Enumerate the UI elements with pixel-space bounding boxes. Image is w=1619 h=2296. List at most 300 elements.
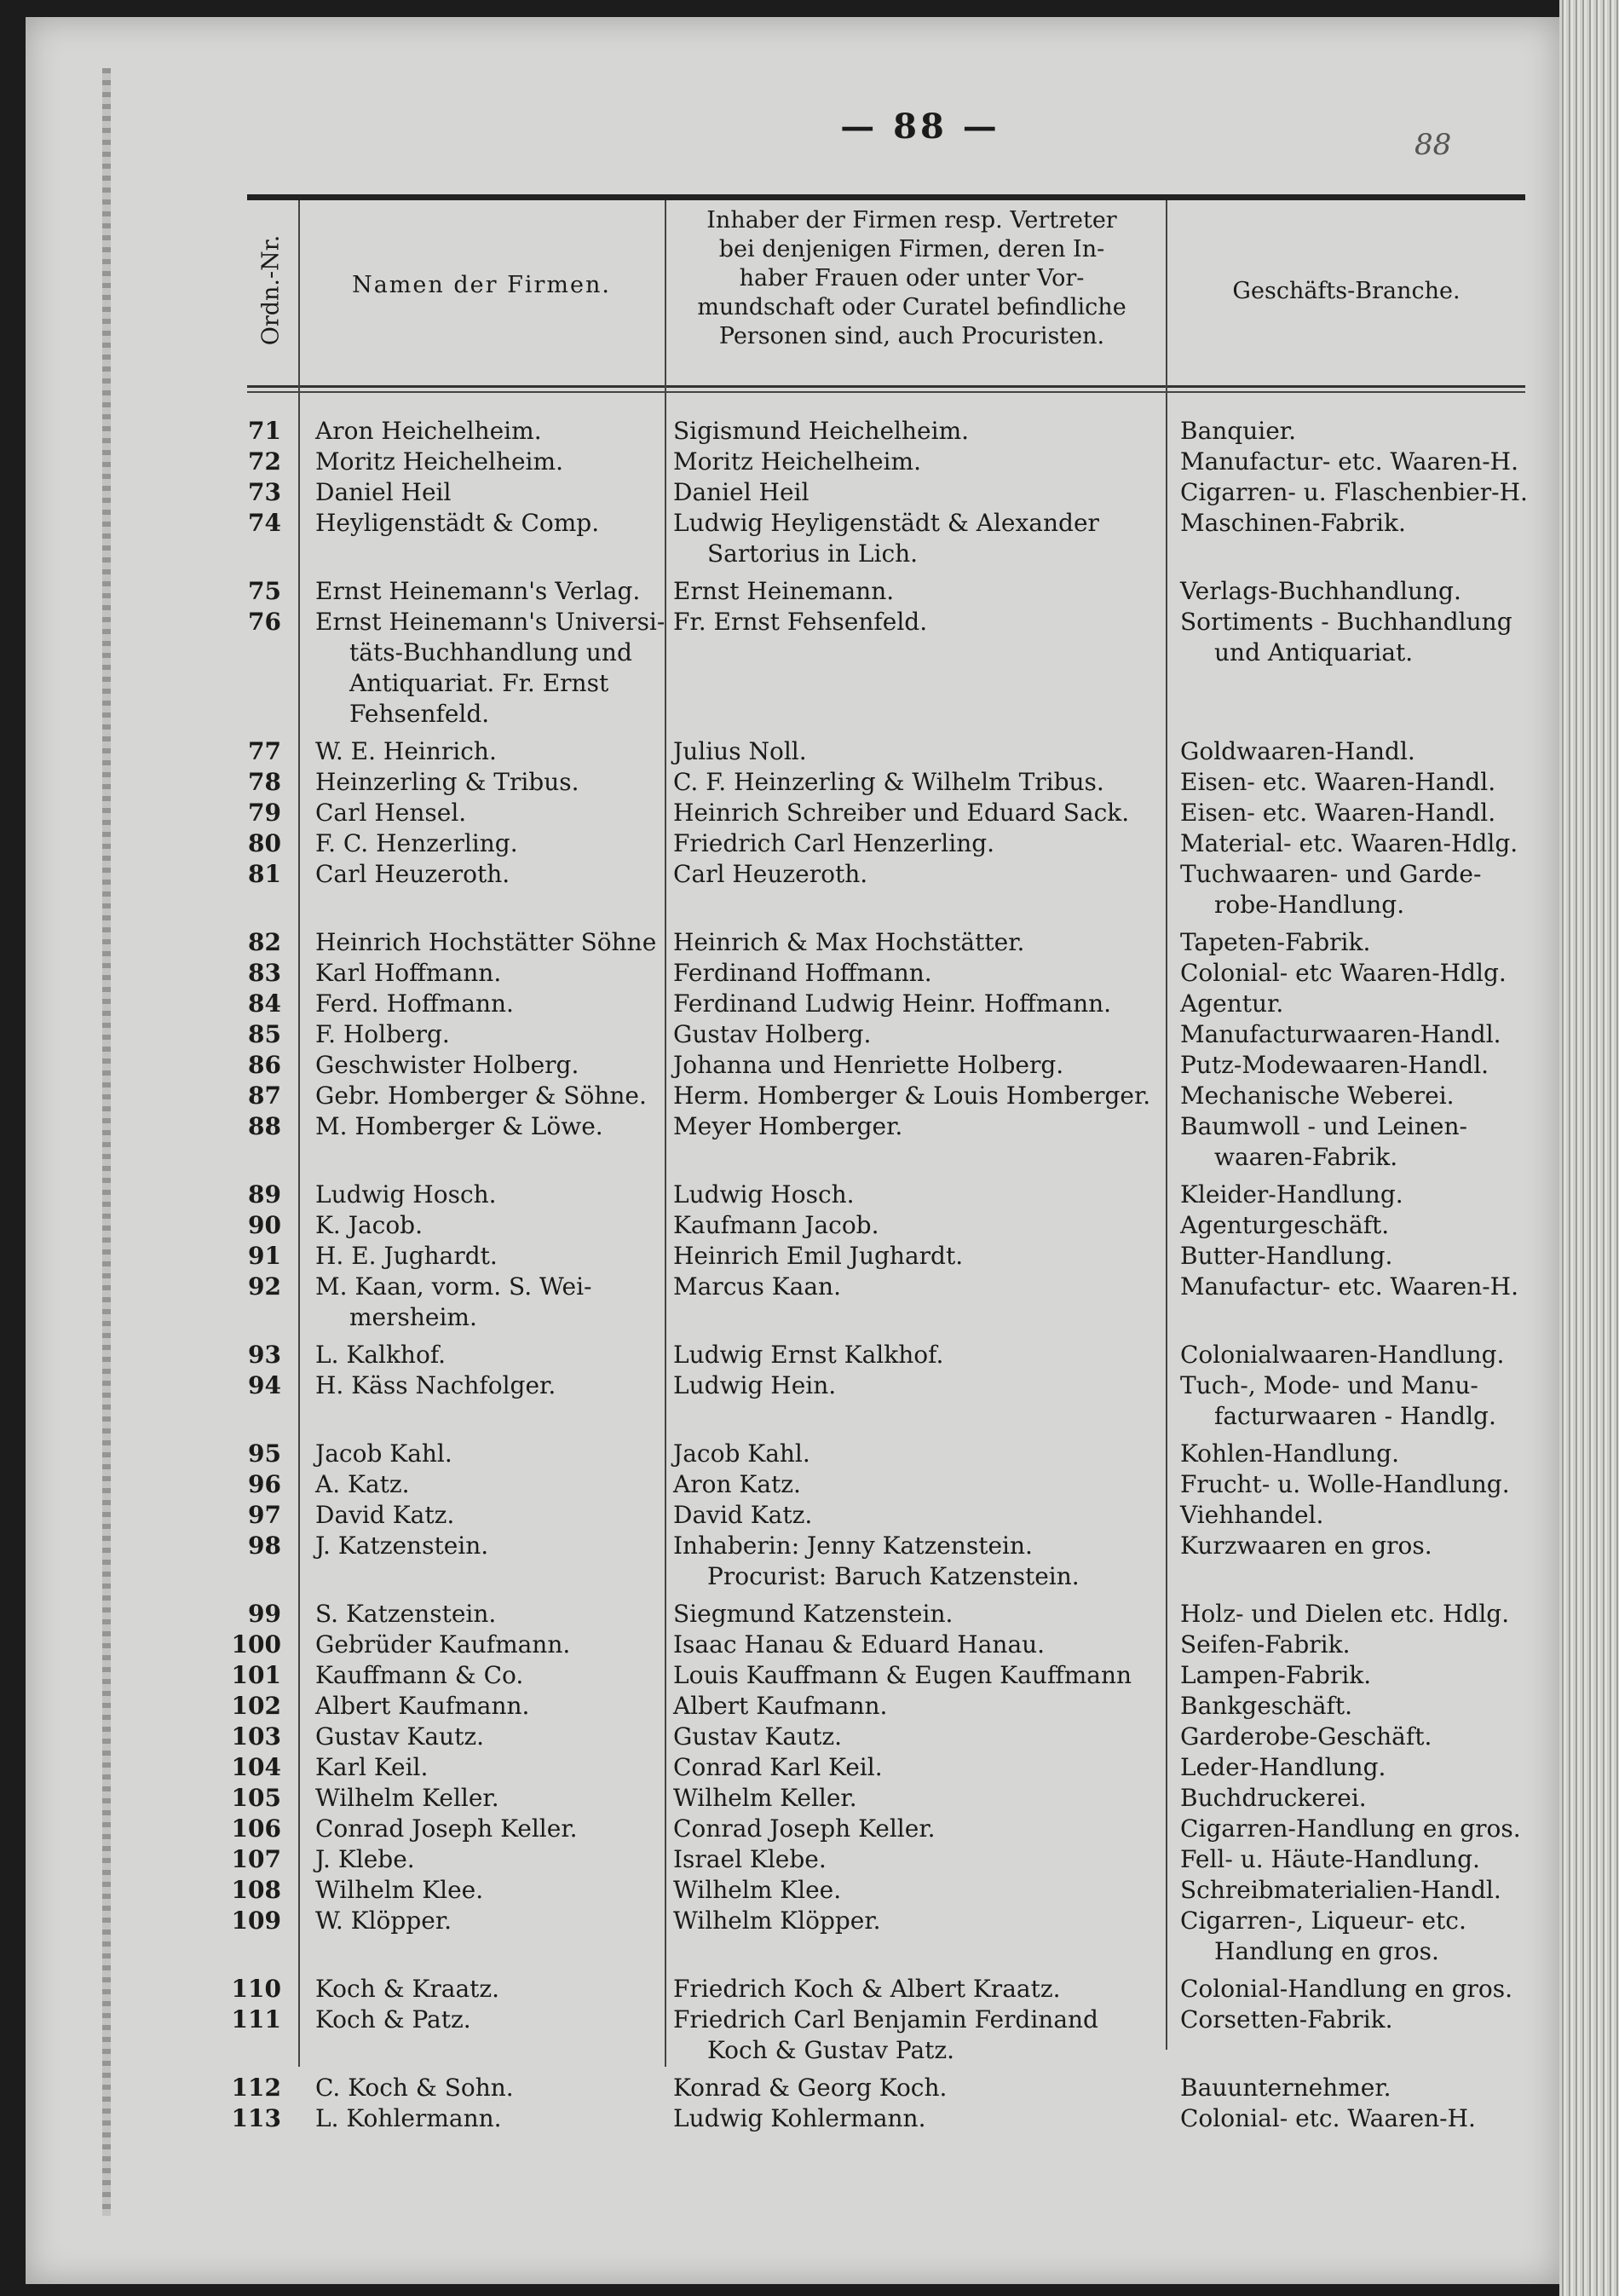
owner-name (673, 1050, 1159, 1081)
firm-name (315, 1180, 673, 1210)
owner-name (673, 859, 1159, 890)
firm-name (315, 989, 673, 1019)
owner-name (673, 1531, 1159, 1592)
firm-name-line: K. Jacob. (315, 1211, 423, 1239)
header-owners-line: bei denjenigen Firmen, deren In- (718, 236, 1105, 262)
firm-name (315, 1439, 673, 1469)
business-branch (1180, 1081, 1530, 1111)
firm-name-line: A. Katz. (315, 1470, 410, 1498)
firm-name-line: L. Kohlermann. (315, 2104, 502, 2132)
business-branch-line: Banquier. (1180, 417, 1296, 445)
owner-name (673, 798, 1159, 828)
row-number: 106 (231, 1814, 281, 1843)
owner-name-line: Friedrich Carl Benjamin Ferdinand (673, 2005, 1098, 2034)
firm-name-line: Albert Kaufmann. (315, 1692, 530, 1720)
owner-name-line: Ludwig Kohlermann. (673, 2104, 926, 2132)
table-top-rule (247, 194, 1525, 200)
business-branch (1180, 607, 1530, 668)
column-divider-3 (1166, 200, 1167, 2050)
business-branch (1180, 798, 1530, 828)
business-branch (1180, 1814, 1530, 1844)
firm-name-line: H. Käss Nachfolger. (315, 1371, 556, 1399)
business-branch-line: Tuch-, Mode- und Manu- (1180, 1371, 1478, 1399)
business-branch-line: Bankgeschäft. (1180, 1692, 1353, 1720)
owner-name (673, 1180, 1159, 1210)
business-branch (1180, 1210, 1530, 1241)
business-branch-line: Seifen-Fabrik. (1180, 1630, 1351, 1659)
owner-name-line: Heinrich Schreiber und Eduard Sack. (673, 799, 1130, 827)
owner-name (673, 1272, 1159, 1302)
firm-name (315, 508, 673, 539)
firm-name-line: Geschwister Holberg. (315, 1051, 579, 1079)
firm-name (315, 1469, 673, 1500)
owner-name-line: Heinrich Emil Jughardt. (673, 1242, 964, 1270)
firm-name (315, 1370, 673, 1401)
owner-name (673, 2073, 1159, 2103)
business-branch-line: Cigarren-Handlung en gros. (1180, 1814, 1521, 1843)
owner-name (673, 447, 1159, 477)
owner-name (673, 1630, 1159, 1660)
firm-name-line: J. Katzenstein. (315, 1532, 489, 1560)
row-number: 91 (248, 1242, 281, 1270)
business-branch (1180, 1691, 1530, 1722)
firm-name-line: Karl Hoffmann. (315, 959, 502, 987)
owner-name (673, 1340, 1159, 1370)
owner-name-line: Ludwig Hosch. (673, 1180, 855, 1209)
firm-name (315, 1752, 673, 1783)
owner-name (673, 576, 1159, 607)
owner-name-line: Fr. Ernst Fehsenfeld. (673, 608, 928, 636)
business-branch-line: Kohlen-Handlung. (1180, 1439, 1399, 1468)
firm-name (315, 1531, 673, 1561)
firm-name (315, 1111, 673, 1142)
row-number: 80 (248, 829, 281, 857)
firm-name (315, 1340, 673, 1370)
owner-name-line: Koch & Gustav Patz. (707, 2036, 955, 2064)
binding-margin (102, 68, 111, 2216)
firm-name (315, 1272, 673, 1333)
firm-name (315, 2073, 673, 2103)
firm-name (315, 2005, 673, 2035)
firm-name (315, 1050, 673, 1081)
owner-name (673, 1906, 1159, 1936)
firm-name-line: Wilhelm Klee. (315, 1876, 484, 1904)
owner-name-line: Ernst Heinemann. (673, 577, 895, 605)
owner-name-line: Ludwig Hein. (673, 1371, 837, 1399)
row-number: 81 (248, 860, 281, 888)
row-number: 111 (231, 2005, 281, 2034)
firm-name (315, 2103, 673, 2134)
business-branch (1180, 1180, 1530, 1210)
firm-name-line: W. E. Heinrich. (315, 737, 497, 765)
business-branch-line: Holz- und Dielen etc. Hdlg. (1180, 1600, 1510, 1628)
row-number: 82 (248, 928, 281, 956)
business-branch (1180, 1844, 1530, 1875)
business-branch-line: Buchdruckerei. (1180, 1784, 1367, 1812)
firm-name (315, 1875, 673, 1906)
firm-name (315, 1783, 673, 1814)
row-number: 107 (231, 1845, 281, 1873)
firm-name (315, 1210, 673, 1241)
owner-name (673, 1752, 1159, 1783)
business-branch-line: Garderobe-Geschäft. (1180, 1722, 1432, 1751)
firm-name-line: Gebrüder Kaufmann. (315, 1630, 571, 1659)
business-branch-line: Colonial- etc. Waaren-H. (1180, 2104, 1476, 2132)
owner-name (673, 1660, 1159, 1691)
business-branch (1180, 1019, 1530, 1050)
owner-name (673, 2005, 1159, 2066)
business-branch-line: Manufacturwaaren-Handl. (1180, 1020, 1501, 1048)
row-number: 84 (248, 989, 281, 1018)
owner-name (673, 1844, 1159, 1875)
business-branch-line: Cigarren-, Liqueur- etc. (1180, 1907, 1466, 1935)
owner-name-line: Wilhelm Klee. (673, 1876, 842, 1904)
business-branch (1180, 1469, 1530, 1500)
firm-name (315, 1691, 673, 1722)
business-branch (1180, 1050, 1530, 1081)
row-number: 97 (248, 1501, 281, 1529)
owner-name-line: Friedrich Koch & Albert Kraatz. (673, 1975, 1061, 2003)
business-branch (1180, 1500, 1530, 1531)
business-branch-line: Schreibmaterialien-Handl. (1180, 1876, 1501, 1904)
owner-name (673, 1500, 1159, 1531)
firm-name-line: F. Holberg. (315, 1020, 450, 1048)
business-branch (1180, 989, 1530, 1019)
firm-name-line: M. Homberger & Löwe. (315, 1112, 603, 1140)
firm-name-line: Aron Heichelheim. (315, 417, 542, 445)
owner-name-line: Wilhelm Keller. (673, 1784, 857, 1812)
business-branch-line: Material- etc. Waaren-Hdlg. (1180, 829, 1518, 857)
owner-name-line: Marcus Kaan. (673, 1272, 841, 1301)
row-number: 72 (248, 447, 281, 476)
business-branch-line: Eisen- etc. Waaren-Handl. (1180, 799, 1496, 827)
owner-name-line: Ferdinand Hoffmann. (673, 959, 932, 987)
firm-name (315, 798, 673, 828)
owner-name-line: Ludwig Ernst Kalkhof. (673, 1341, 944, 1369)
business-branch (1180, 828, 1530, 859)
owner-name (673, 1599, 1159, 1630)
owner-name (673, 828, 1159, 859)
business-branch-line: Cigarren- u. Flaschenbier-H. (1180, 478, 1528, 506)
business-branch-line: und Antiquariat. (1214, 638, 1414, 666)
firm-name (315, 576, 673, 607)
firm-name-line: Carl Heuzeroth. (315, 860, 510, 888)
firm-name-line: Koch & Patz. (315, 2005, 471, 2034)
owner-name-line: Friedrich Carl Henzerling. (673, 829, 995, 857)
business-branch (1180, 927, 1530, 958)
firm-name-line: F. C. Henzerling. (315, 829, 518, 857)
firm-name (315, 1500, 673, 1531)
row-number: 96 (248, 1470, 281, 1498)
firm-name-line: Gustav Kautz. (315, 1722, 484, 1751)
business-branch (1180, 416, 1530, 447)
firm-name-line: W. Klöpper. (315, 1907, 452, 1935)
row-number: 102 (231, 1692, 281, 1720)
business-branch (1180, 1974, 1530, 2005)
owner-name (673, 958, 1159, 989)
row-number: 112 (231, 2074, 281, 2102)
business-branch-line: Maschinen-Fabrik. (1180, 509, 1406, 537)
business-branch (1180, 736, 1530, 767)
business-branch-line: Verlags-Buchhandlung. (1180, 577, 1461, 605)
owner-name-line: Siegmund Katzenstein. (673, 1600, 954, 1628)
owner-name (673, 1875, 1159, 1906)
business-branch-line: Mechanische Weberei. (1180, 1082, 1455, 1110)
row-number: 79 (248, 799, 281, 827)
firm-name (315, 1081, 673, 1111)
firm-name-line: J. Klebe. (315, 1845, 415, 1873)
owner-name (673, 508, 1159, 569)
business-branch-line: Viehhandel. (1180, 1501, 1324, 1529)
row-number: 71 (248, 417, 281, 445)
firm-name-line: L. Kalkhof. (315, 1341, 447, 1369)
owner-name-line: Louis Kauffmann & Eugen Kauffmann (673, 1661, 1132, 1689)
row-number: 110 (231, 1975, 281, 2003)
firm-name (315, 1241, 673, 1272)
firm-name-line: Ludwig Hosch. (315, 1180, 497, 1209)
row-number: 78 (248, 768, 281, 796)
firm-name (315, 1630, 673, 1660)
business-branch-line: Sortiments - Buchhandlung (1180, 608, 1512, 636)
business-branch-line: Butter-Handlung. (1180, 1242, 1393, 1270)
firm-name (315, 447, 673, 477)
row-number: 101 (231, 1661, 281, 1689)
business-branch (1180, 2073, 1530, 2103)
firm-name (315, 1660, 673, 1691)
row-number: 87 (248, 1082, 281, 1110)
firm-name (315, 1722, 673, 1752)
row-number: 86 (248, 1051, 281, 1079)
business-branch (1180, 859, 1530, 920)
owner-name (673, 1019, 1159, 1050)
business-branch-line: Agentur. (1180, 989, 1284, 1018)
business-branch-line: Agenturgeschäft. (1180, 1211, 1390, 1239)
business-branch (1180, 1340, 1530, 1370)
header-bottom-rule (247, 385, 1525, 388)
business-branch-line: Frucht- u. Wolle-Handlung. (1180, 1470, 1510, 1498)
firm-name (315, 1974, 673, 2005)
row-number: 92 (248, 1272, 281, 1301)
firm-name-line: Heinzerling & Tribus. (315, 768, 579, 796)
owner-name-line: C. F. Heinzerling & Wilhelm Tribus. (673, 768, 1104, 796)
business-branch (1180, 1241, 1530, 1272)
owner-name (673, 477, 1159, 508)
row-number: 94 (248, 1371, 281, 1399)
owner-name (673, 989, 1159, 1019)
row-number: 113 (231, 2104, 281, 2132)
row-number: 109 (231, 1907, 281, 1935)
business-branch (1180, 1722, 1530, 1752)
page-edge-stack (1559, 0, 1619, 2296)
owner-name-line: Kaufmann Jacob. (673, 1211, 879, 1239)
business-branch (1180, 1599, 1530, 1630)
owner-name-line: Wilhelm Klöpper. (673, 1907, 881, 1935)
business-branch-line: Colonial- etc Waaren-Hdlg. (1180, 959, 1507, 987)
firm-name (315, 736, 673, 767)
business-branch (1180, 2103, 1530, 2134)
business-branch-line: Goldwaaren-Handl. (1180, 737, 1415, 765)
firm-name-line: Wilhelm Keller. (315, 1784, 499, 1812)
firm-name-line: M. Kaan, vorm. S. Wei- (315, 1272, 592, 1301)
owner-name-line: Procurist: Baruch Katzenstein. (707, 1562, 1080, 1590)
owner-name-line: Meyer Homberger. (673, 1112, 903, 1140)
firm-name-line: S. Katzenstein. (315, 1600, 497, 1628)
firm-name-line: Ernst Heinemann's Verlag. (315, 577, 641, 605)
firm-name-line: täts-Buchhandlung und (349, 638, 632, 666)
row-number: 98 (248, 1532, 281, 1560)
firm-name (315, 1019, 673, 1050)
business-branch (1180, 477, 1530, 508)
owner-name-line: Julius Noll. (673, 737, 807, 765)
business-branch-line: Manufactur- etc. Waaren-H. (1180, 447, 1519, 476)
business-branch-line: Kleider-Handlung. (1180, 1180, 1403, 1209)
firm-name (315, 1814, 673, 1844)
firm-name (315, 958, 673, 989)
business-branch-line: Fell- u. Häute-Handlung. (1180, 1845, 1480, 1873)
business-branch-line: Tapeten-Fabrik. (1180, 928, 1371, 956)
owner-name-line: Inhaberin: Jenny Katzenstein. (673, 1532, 1033, 1560)
owner-name-line: Herm. Homberger & Louis Homberger. (673, 1082, 1151, 1110)
business-branch (1180, 1875, 1530, 1906)
owner-name-line: Sigismund Heichelheim. (673, 417, 970, 445)
row-number: 73 (248, 478, 281, 506)
business-branch (1180, 1111, 1530, 1173)
owner-name-line: Carl Heuzeroth. (673, 860, 868, 888)
owner-name (673, 1814, 1159, 1844)
business-branch (1180, 1660, 1530, 1691)
owner-name (673, 1370, 1159, 1401)
row-number: 75 (248, 577, 281, 605)
business-branch (1180, 767, 1530, 798)
business-branch-line: Bauunternehmer. (1180, 2074, 1391, 2102)
business-branch-line: Manufactur- etc. Waaren-H. (1180, 1272, 1519, 1301)
firm-name-line: Ferd. Hoffmann. (315, 989, 514, 1018)
owner-name-line: Aron Katz. (673, 1470, 801, 1498)
business-branch-line: robe-Handlung. (1214, 891, 1405, 919)
row-number: 93 (248, 1341, 281, 1369)
firm-name-line: Ernst Heinemann's Universi- (315, 608, 665, 636)
firm-name (315, 477, 673, 508)
firm-name (315, 607, 673, 730)
row-number: 85 (248, 1020, 281, 1048)
row-number: 99 (248, 1600, 281, 1628)
business-branch-line: Leder-Handlung. (1180, 1753, 1386, 1781)
owner-name (673, 1081, 1159, 1111)
header-owners-line: Inhaber der Firmen resp. Vertreter (706, 207, 1117, 234)
handwritten-page-note: 88 (1414, 128, 1452, 162)
business-branch-line: Eisen- etc. Waaren-Handl. (1180, 768, 1496, 796)
business-branch (1180, 958, 1530, 989)
business-branch (1180, 1783, 1530, 1814)
firm-name-line: Carl Hensel. (315, 799, 467, 827)
firm-name-line: Fehsenfeld. (349, 700, 490, 728)
header-owners (673, 206, 1150, 351)
owner-name-line: Albert Kaufmann. (673, 1692, 888, 1720)
row-number: 95 (248, 1439, 281, 1468)
header-bottom-rule-thin (247, 391, 1525, 393)
header-owners-line: haber Frauen oder unter Vor- (739, 265, 1085, 291)
row-number: 90 (248, 1211, 281, 1239)
business-branch (1180, 447, 1530, 477)
owner-name (673, 767, 1159, 798)
owner-name-line: Konrad & Georg Koch. (673, 2074, 948, 2102)
business-branch (1180, 1630, 1530, 1660)
business-branch (1180, 1370, 1530, 1432)
owner-name (673, 927, 1159, 958)
firm-name-line: Heinrich Hochstätter Söhne (315, 928, 657, 956)
owner-name-line: Moritz Heichelheim. (673, 447, 921, 476)
business-branch-line: Putz-Modewaaren-Handl. (1180, 1051, 1489, 1079)
business-branch (1180, 576, 1530, 607)
owner-name (673, 2103, 1159, 2134)
owner-name (673, 1469, 1159, 1500)
business-branch (1180, 1439, 1530, 1469)
owner-name (673, 1722, 1159, 1752)
owner-name-line: Conrad Joseph Keller. (673, 1814, 936, 1843)
firm-name-line: Jacob Kahl. (315, 1439, 452, 1468)
firm-name (315, 859, 673, 890)
owner-name (673, 1241, 1159, 1272)
owner-name-line: Gustav Holberg. (673, 1020, 872, 1048)
row-number: 83 (248, 959, 281, 987)
firm-name-line: Antiquariat. Fr. Ernst (349, 669, 609, 697)
header-firm-names: Namen der Firmen. (352, 272, 611, 298)
page-number: — 88 — (840, 107, 1000, 147)
owner-name-line: Johanna und Henriette Holberg. (673, 1051, 1064, 1079)
firm-name (315, 828, 673, 859)
firm-name-line: David Katz. (315, 1501, 455, 1529)
owner-name-line: Isaac Hanau & Eduard Hanau. (673, 1630, 1046, 1659)
firm-name-line: mersheim. (349, 1303, 477, 1331)
firm-name-line: Karl Keil. (315, 1753, 429, 1781)
business-branch-line: Tuchwaaren- und Garde- (1180, 860, 1482, 888)
owner-name (673, 1783, 1159, 1814)
business-branch (1180, 1752, 1530, 1783)
business-branch-line: waaren-Fabrik. (1214, 1143, 1398, 1171)
firm-name (315, 416, 673, 447)
business-branch (1180, 2005, 1530, 2035)
owner-name (673, 1439, 1159, 1469)
firm-name-line: Moritz Heichelheim. (315, 447, 563, 476)
owner-name-line: Heinrich & Max Hochstätter. (673, 928, 1025, 956)
business-branch-line: Handlung en gros. (1214, 1937, 1439, 1965)
owner-name-line: Conrad Karl Keil. (673, 1753, 883, 1781)
owner-name-line: David Katz. (673, 1501, 813, 1529)
owner-name-line: Ludwig Heyligenstädt & Alexander (673, 509, 1099, 537)
firm-name (315, 1599, 673, 1630)
owner-name-line: Ferdinand Ludwig Heinr. Hoffmann. (673, 989, 1112, 1018)
firm-name-line: Kauffmann & Co. (315, 1661, 524, 1689)
row-number: 104 (231, 1753, 281, 1781)
column-divider-1 (298, 200, 300, 2067)
header-ordn-nr: Ordn.-Nr. (257, 234, 285, 345)
business-branch (1180, 508, 1530, 539)
firm-name-line: H. E. Jughardt. (315, 1242, 498, 1270)
business-branch-line: Colonial-Handlung en gros. (1180, 1975, 1513, 2003)
row-number: 105 (231, 1784, 281, 1812)
firm-name-line: Koch & Kraatz. (315, 1975, 500, 2003)
row-number: 100 (231, 1630, 281, 1659)
firm-name-line: Daniel Heil (315, 478, 452, 506)
business-branch (1180, 1531, 1530, 1561)
row-number: 74 (248, 509, 281, 537)
row-number: 103 (231, 1722, 281, 1751)
business-branch-line: Baumwoll - und Leinen- (1180, 1112, 1467, 1140)
row-number: 88 (248, 1112, 281, 1140)
owner-name-line: Gustav Kautz. (673, 1722, 842, 1751)
firm-name-line: Heyligenstädt & Comp. (315, 509, 600, 537)
owner-name (673, 1974, 1159, 2005)
